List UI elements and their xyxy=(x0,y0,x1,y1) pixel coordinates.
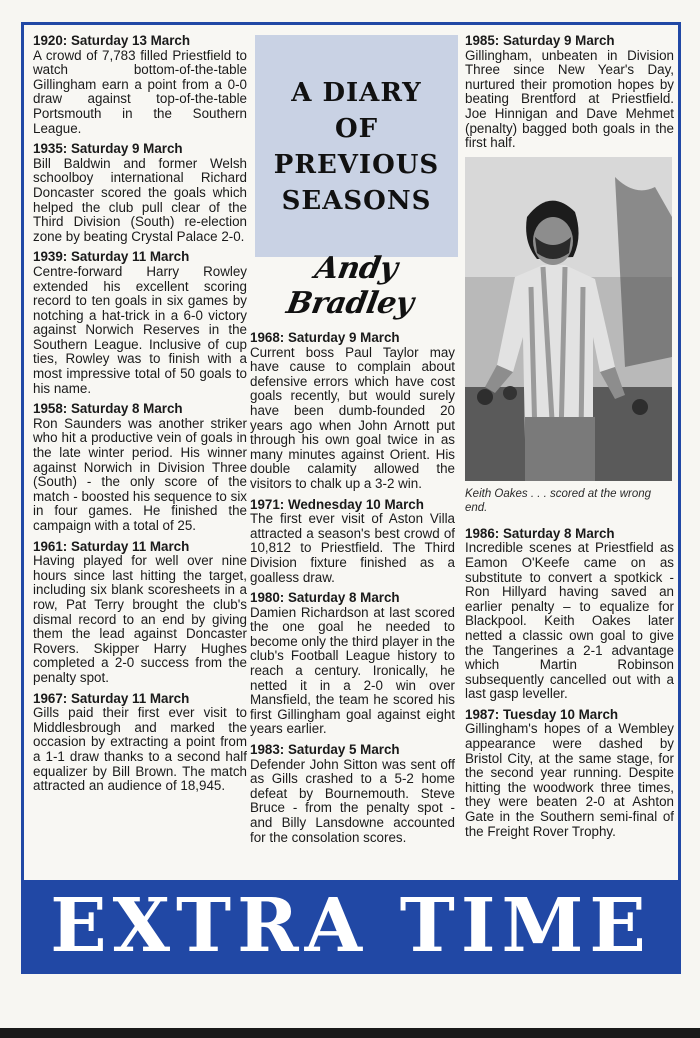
entry-date: 1967: Saturday 11 March xyxy=(33,690,190,706)
diary-entry-1968 xyxy=(250,331,455,492)
banner-title: EXTRA TIME xyxy=(50,882,652,969)
page-frame xyxy=(21,22,681,974)
entry-text: Defender John Sitton was sent off as Gills crashed to a 5-2 home defeat by Bournemouth. Steve Bruce - from the penalty spot - and Billy Lansdowne accounted for the consolation scores. xyxy=(250,756,455,845)
author-byline: Andy Bradley xyxy=(283,251,416,321)
entry-text: Gillingham, unbeaten in Division Three since New Year's Day, nurtured their promotion hopes by beating Brentford at Priestfield. Joe Hinnigan and Dave Mehmet (penalty) bagged both goals in the first half. xyxy=(465,47,674,151)
photo-caption: Keith Oakes . . . scored at the wrong end. xyxy=(465,487,652,514)
diary-entry-1958 xyxy=(33,402,247,533)
entry-text: Gills paid their first ever visit to Middlesbrough and marked the occasion by extracting a point from a 1-1 draw thanks to a second half equalizer by Bill Brown. The match attracted an audience of 18,945. xyxy=(33,705,247,794)
diary-entry-1985 xyxy=(465,34,674,151)
diary-entry-1935 xyxy=(33,142,247,244)
entry-text: Bill Baldwin and former Welsh schoolboy international Richard Doncaster scored the goals which helped the club pull clear of the Third Division (South) re-election zone by beating Crystal Palace 2-0. xyxy=(33,155,247,244)
diary-entry-1967 xyxy=(33,692,247,794)
entry-text: Ron Saunders was another striker who hit a productive vein of goals in the late winter period. His winner against Norwich in Division Three (South) - the only score of the match - boosted his sequence to six in four games. He finished the campaign with a total of 25. xyxy=(33,415,247,533)
diary-entry-1983 xyxy=(250,743,455,845)
entry-date: 1935: Saturday 9 March xyxy=(33,141,183,157)
diary-entry-1971 xyxy=(250,498,455,586)
entry-text: A crowd of 7,783 filled Priestfield to watch bottom-of-the-table Gillingham earn a point from a 0-0 draw against top-of-the-table Portsmouth in the Southern League. xyxy=(33,47,247,136)
entry-date: 1961: Saturday 11 March xyxy=(33,538,190,554)
player-photo xyxy=(465,157,672,481)
entry-text: Gillingham's hopes of a Wembley appearance were dashed by Bristol City, at the same stage, for the second year running. Despite hitting the woodwork three times, they were beaten 2-0 at Ashton Gate in the Southern semi-final of the Freight Rover Trophy. xyxy=(465,721,674,839)
entry-date: 1986: Saturday 8 March xyxy=(465,525,615,541)
entry-text: Centre-forward Harry Rowley extended his excellent scoring record to ten goals in six games by notching a hat-trick in a 6-0 victory against Norwich Reserves in the Southern League. Inclusive of cup ties, Rowley was to finish with a most impressive total of 50 goals to his name. xyxy=(33,263,247,396)
entry-date: 1971: Wednesday 10 March xyxy=(250,496,424,512)
entry-date: 1939: Saturday 11 March xyxy=(33,249,190,265)
entry-date: 1983: Saturday 5 March xyxy=(250,742,400,758)
entry-date: 1987: Tuesday 10 March xyxy=(465,706,619,722)
entry-text: Incredible scenes at Priestfield as Eamon O'Keefe came on as substitute to convert a spotkick - Ron Hillyard having saved an earlier penalty – to equalize for Blackpool. Keith Oakes later netted a classic own goal to give the Tangerines a 2-1 advantage which Martin Robinson subsequently cancelled out with a last gasp leveller. xyxy=(465,540,674,702)
middle-entries xyxy=(250,331,455,851)
left-column xyxy=(33,34,247,800)
right-column xyxy=(465,34,674,845)
diary-entry-1986 xyxy=(465,527,674,702)
entry-text: The first ever visit of Aston Villa attracted a season's best crowd of 10,812 to Priestfield. The Third Division fixture finished as a goalless draw. xyxy=(250,511,455,585)
title-line: A DIARY xyxy=(291,78,422,108)
entry-text: Having played for well over nine hours since last hitting the target, including six blank scoresheets in a row, Pat Terry brought the club's dismal record to an end by giving them the lead against Doncaster Rovers. Skipper Harry Hughes completed a 2-0 success from the penalty spot. xyxy=(33,553,247,685)
diary-entry-1987 xyxy=(465,708,674,839)
entry-date: 1968: Saturday 9 March xyxy=(250,330,400,345)
entry-text: Damien Richardson at last scored the one goal he needed to become only the third player in the club's Football League history to reach a century. Ironically, he netted it in a 2-0 win over Mansfield, the team he scored his first Gillingham goal against eight years earlier. xyxy=(250,604,455,737)
entry-date: 1958: Saturday 8 March xyxy=(33,401,183,417)
entry-text: Current boss Paul Taylor may have cause to complain about defensive errors which have cost goals recently, but would surely have been dumb-founded 20 years ago when John Arnott put through his own goal twice in as many minutes against Orient. His double calamity allowed the visitors to chalk up a 3-2 win. xyxy=(250,344,455,491)
title-line: OF xyxy=(334,114,379,144)
entry-date: 1920: Saturday 13 March xyxy=(33,33,191,48)
bottom-rule xyxy=(0,1028,700,1038)
diary-title-box xyxy=(255,35,458,257)
diary-entry-1920 xyxy=(33,34,247,136)
entry-date: 1985: Saturday 9 March xyxy=(465,33,615,48)
diary-entry-1980 xyxy=(250,591,455,737)
diary-entry-1961 xyxy=(33,540,247,686)
title-line: PREVIOUS xyxy=(273,150,440,180)
diary-entry-1939 xyxy=(33,250,247,396)
player-photo-illustration xyxy=(465,157,672,481)
title-line: SEASONS xyxy=(281,186,432,216)
extra-time-banner xyxy=(24,880,678,971)
entry-date: 1980: Saturday 8 March xyxy=(250,590,400,606)
